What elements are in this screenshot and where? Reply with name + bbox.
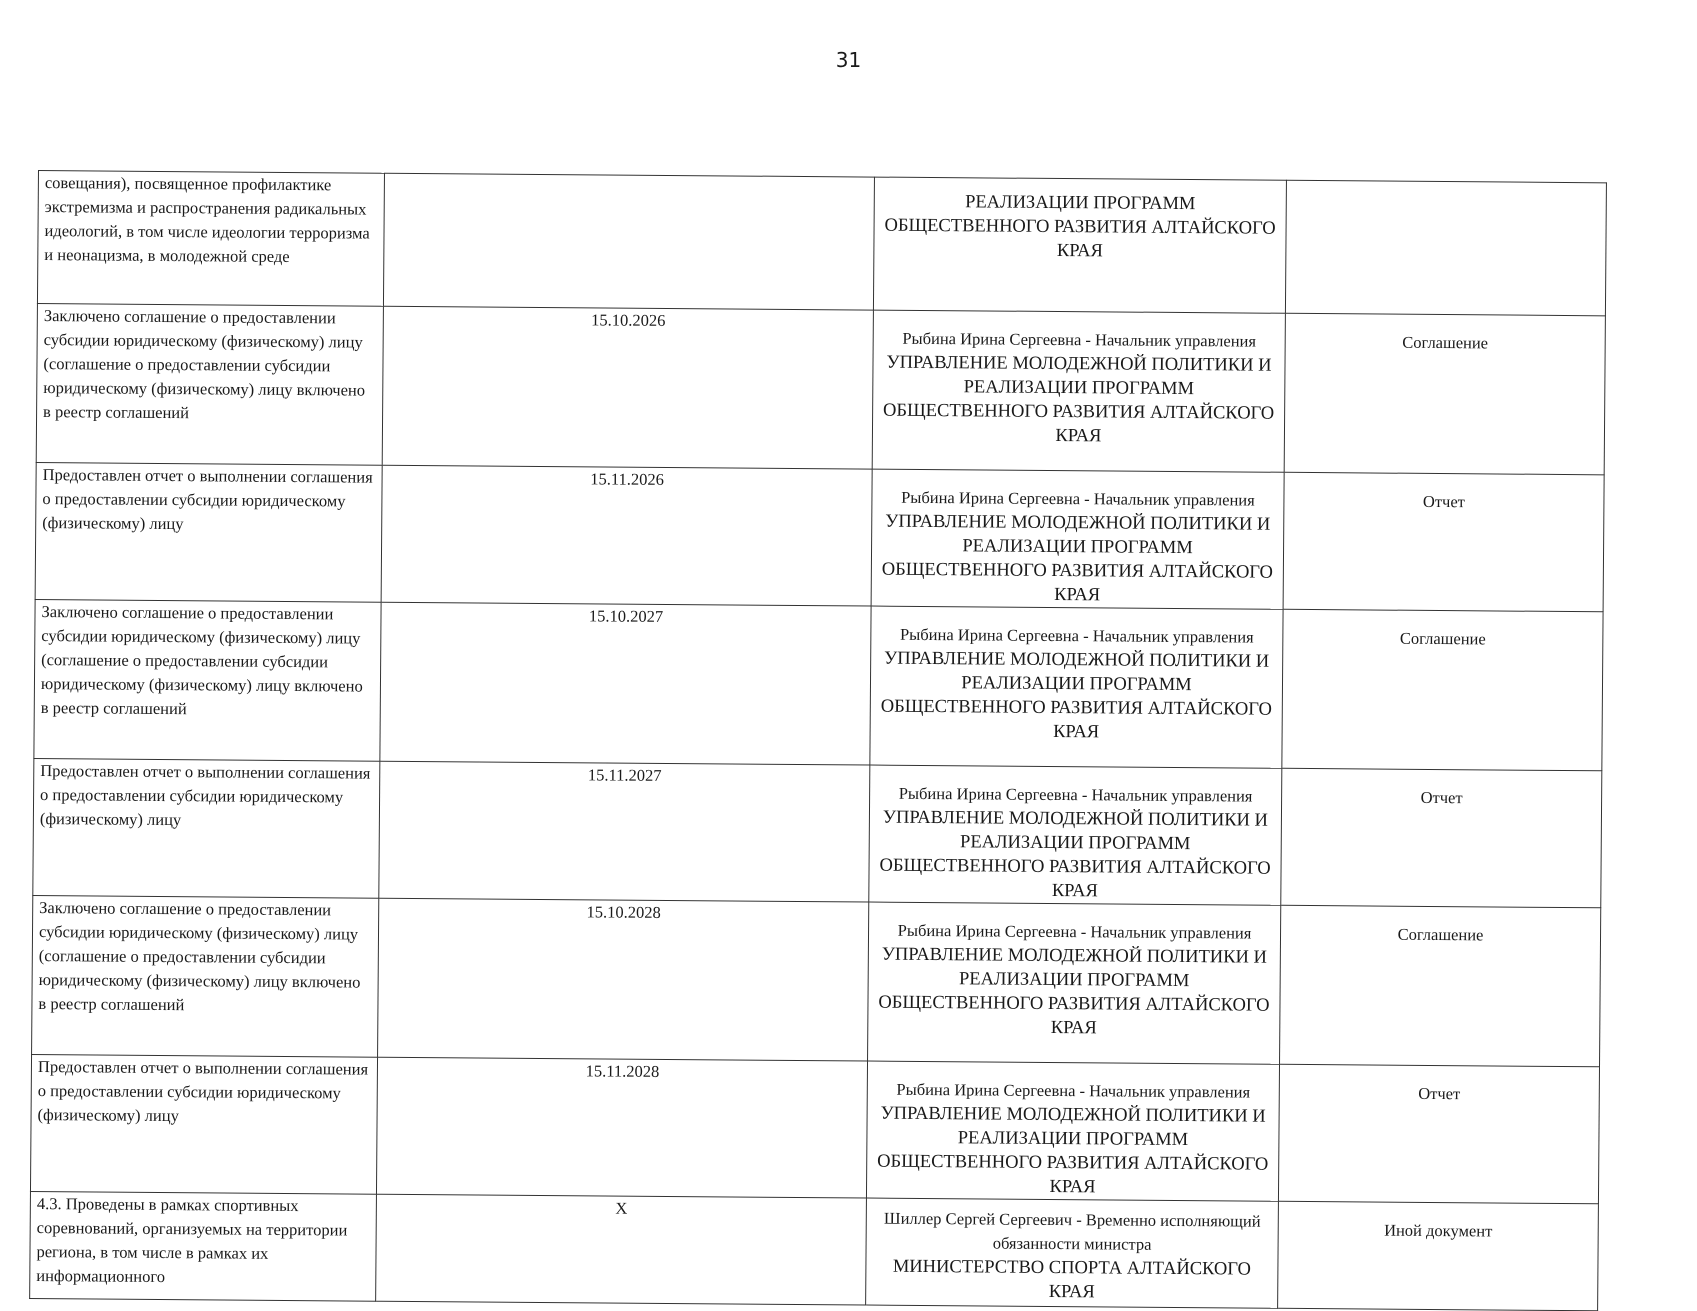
event-cell: 4.3. Проведены в рамках спортивных соревнований, организуемых на территории региона, в том числе в рамках их информационного — [30, 1191, 377, 1301]
document-type-cell: Соглашение — [1280, 905, 1601, 1067]
event-cell: Предоставлен отчет о выполнении соглашения о предоставлении субсидии юридическому (физическому) лицу — [30, 1054, 377, 1194]
page-number: 31 — [835, 48, 862, 72]
responsible-cell — [866, 1061, 1279, 1201]
responsible-org: МИНИСТЕРСТВО СПОРТА АЛТАЙСКОГО КРАЯ — [892, 1256, 1252, 1303]
responsible-org: РЕАЛИЗАЦИИ ПРОГРАММ ОБЩЕСТВЕННОГО РАЗВИТИЯ АЛТАЙСКОГО КРАЯ — [884, 192, 1276, 262]
event-cell: Заключено соглашение о предоставлении субсидии юридическому (физическому) лицу (соглашение о предоставлении субсидии юридическому (физическому) лицу включено в реестр соглашений — [36, 303, 383, 465]
responsible-person: Рыбина Ирина Сергеевна - Начальник управления — [896, 1079, 1251, 1102]
responsible-cell — [871, 469, 1284, 609]
responsible-org: УПРАВЛЕНИЕ МОЛОДЕЖНОЙ ПОЛИТИКИ И РЕАЛИЗАЦИИ ПРОГРАММ ОБЩЕСТВЕННОГО РАЗВИТИЯ АЛТАЙСКОГО КРАЯ — [877, 1103, 1269, 1198]
date-cell: 15.11.2026 — [381, 465, 872, 606]
responsible-person: Рыбина Ирина Сергеевна - Начальник управления — [897, 920, 1252, 943]
table-row — [32, 895, 1601, 1066]
event-cell: Предоставлен отчет о выполнении соглашения о предоставлении субсидии юридическому (физическому) лицу — [33, 758, 380, 898]
table-row — [36, 303, 1605, 474]
document-type-cell: Соглашение — [1284, 313, 1605, 475]
date-cell: 15.10.2026 — [382, 306, 873, 469]
control-points-table — [29, 170, 1607, 1311]
responsible-org: УПРАВЛЕНИЕ МОЛОДЕЖНОЙ ПОЛИТИКИ И РЕАЛИЗАЦИИ ПРОГРАММ ОБЩЕСТВЕННОГО РАЗВИТИЯ АЛТАЙСКОГО КРАЯ — [882, 352, 1275, 447]
date-cell: 15.10.2027 — [380, 602, 871, 765]
responsible-org: УПРАВЛЕНИЕ МОЛОДЕЖНОЙ ПОЛИТИКИ И РЕАЛИЗАЦИИ ПРОГРАММ ОБЩЕСТВЕННОГО РАЗВИТИЯ АЛТАЙСКОГО КРАЯ — [878, 944, 1270, 1039]
responsible-cell — [868, 902, 1281, 1064]
date-cell: 15.11.2027 — [379, 761, 870, 902]
date-cell — [383, 173, 874, 310]
document-type-cell — [1285, 180, 1606, 316]
table-row — [30, 1054, 1599, 1203]
table-row — [37, 171, 1606, 316]
responsible-org: УПРАВЛЕНИЕ МОЛОДЕЖНОЙ ПОЛИТИКИ И РЕАЛИЗАЦИИ ПРОГРАММ ОБЩЕСТВЕННОГО РАЗВИТИЯ АЛТАЙСКОГО КРАЯ — [881, 511, 1274, 606]
table-row — [35, 462, 1604, 611]
event-cell: Предоставлен отчет о выполнении соглашения о предоставлении субсидии юридическому (физическому) лицу — [35, 462, 382, 602]
event-cell: Заключено соглашение о предоставлении субсидии юридическому (физическому) лицу (соглашение о предоставлении субсидии юридическому (физическому) лицу включено в реестр соглашений — [32, 895, 379, 1057]
responsible-org: УПРАВЛЕНИЕ МОЛОДЕЖНОЙ ПОЛИТИКИ И РЕАЛИЗАЦИИ ПРОГРАММ ОБЩЕСТВЕННОГО РАЗВИТИЯ АЛТАЙСКОГО КРАЯ — [879, 807, 1271, 902]
responsible-person: Рыбина Ирина Сергеевна - Начальник управления — [899, 624, 1254, 647]
document-type-cell: Отчет — [1278, 1064, 1599, 1204]
responsible-cell — [870, 606, 1283, 768]
document-type-cell: Отчет — [1281, 768, 1602, 908]
table-row — [33, 758, 1602, 907]
document-sheet — [29, 170, 1606, 1311]
responsible-cell — [873, 177, 1286, 313]
responsible-person: Рыбина Ирина Сергеевна - Начальник управления — [902, 328, 1257, 351]
event-cell: Заключено соглашение о предоставлении субсидии юридическому (физическому) лицу (соглашение о предоставлении субсидии юридическому (физическому) лицу включено в реестр соглашений — [34, 599, 381, 761]
date-cell: 15.11.2028 — [376, 1057, 867, 1198]
document-type-cell: Соглашение — [1282, 609, 1603, 771]
date-cell: 15.10.2028 — [378, 898, 869, 1061]
responsible-org: УПРАВЛЕНИЕ МОЛОДЕЖНОЙ ПОЛИТИКИ И РЕАЛИЗАЦИИ ПРОГРАММ ОБЩЕСТВЕННОГО РАЗВИТИЯ АЛТАЙСКОГО КРАЯ — [880, 648, 1272, 743]
responsible-person: Рыбина Ирина Сергеевна - Начальник управления — [898, 783, 1253, 806]
document-type-cell: Иной документ — [1278, 1201, 1599, 1311]
table-row — [30, 1191, 1599, 1310]
date-cell: X — [376, 1194, 867, 1305]
responsible-person: Шиллер Сергей Сергеевич - Временно исполняющий обязанности министра — [883, 1208, 1261, 1254]
responsible-cell — [869, 765, 1282, 905]
document-type-cell: Отчет — [1283, 472, 1604, 612]
responsible-person: Рыбина Ирина Сергеевна - Начальник управления — [901, 487, 1255, 510]
responsible-cell — [872, 310, 1285, 472]
table-row — [34, 599, 1603, 770]
event-cell: совещания), посвященное профилактике экстремизма и распространения радикальных идеологий, в том числе идеологии терроризма и неонацизма, в молодежной среде — [37, 171, 384, 307]
responsible-cell — [866, 1198, 1279, 1308]
